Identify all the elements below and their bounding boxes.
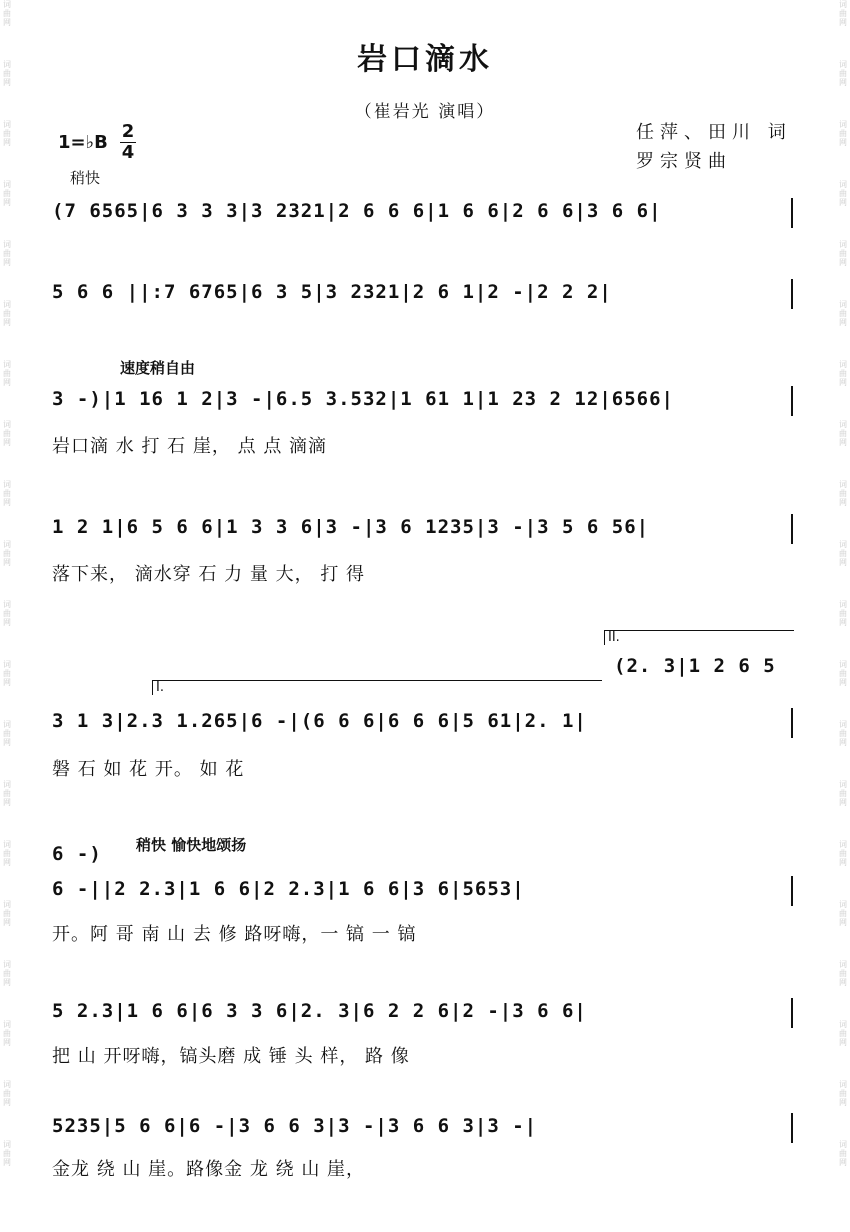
- watermark-tile: 词曲网: [3, 1080, 11, 1107]
- watermark-tile: 词曲网: [3, 0, 11, 27]
- time-signature-bottom: 4: [121, 142, 135, 163]
- notation-row-2: 5 6 6 ||:7 6765|6 3 5|3 2321|2 6 1|2 -|2 2 2|: [52, 281, 612, 303]
- watermark-tile: 词曲网: [3, 240, 11, 267]
- notation-row-4: 1 2 1|6 5 6 6|1 3 3 6|3 -|3 6 1235|3 -|3 5 6 56|: [52, 516, 650, 538]
- notation-row-6: 6 -||2 2.3|1 6 6|2 2.3|1 6 6|3 6|5653|: [52, 878, 525, 900]
- watermark-tile: 词曲网: [3, 720, 11, 747]
- notation-upper-row-5: (2. 3|1 2 6 5: [614, 655, 776, 677]
- time-signature-top: 2: [121, 121, 135, 142]
- watermark-left: [0, 0, 14, 1232]
- tempo-marking: 稍快: [70, 169, 101, 187]
- volta-2-label: II.: [608, 630, 620, 645]
- watermark-tile: 词曲网: [839, 660, 847, 687]
- watermark-tile: 词曲网: [839, 300, 847, 327]
- watermark-tile: 词曲网: [839, 1020, 847, 1047]
- watermark-tile: 词曲网: [839, 720, 847, 747]
- watermark-tile: 词曲网: [3, 300, 11, 327]
- watermark-tile: 词曲网: [3, 120, 11, 147]
- barline: [791, 708, 793, 738]
- watermark-tile: 词曲网: [3, 360, 11, 387]
- volta-1-bracket: [152, 680, 602, 695]
- watermark-tile: 词曲网: [839, 120, 847, 147]
- notation-row-8: 5235|5 6 6|6 -|3 6 6 3|3 -|3 6 6 3|3 -|: [52, 1115, 538, 1137]
- notation-row-5: 3 1 3|2.3 1.265|6 -|(6 6 6|6 6 6|5 61|2. 1|: [52, 710, 587, 732]
- watermark-tile: 词曲网: [3, 660, 11, 687]
- notation-row-1: (7 6565|6 3 3 3|3 2321|2 6 6 6|1 6 6|2 6 6|3 6 6|: [52, 200, 662, 222]
- volta-1-label: I.: [156, 680, 164, 695]
- watermark-tile: 词曲网: [839, 0, 847, 27]
- watermark-tile: 词曲网: [839, 60, 847, 87]
- watermark-tile: 词曲网: [839, 540, 847, 567]
- barline: [791, 876, 793, 906]
- watermark-tile: 词曲网: [3, 840, 11, 867]
- watermark-tile: 词曲网: [3, 960, 11, 987]
- watermark-tile: 词曲网: [839, 480, 847, 507]
- barline: [791, 1113, 793, 1143]
- watermark-tile: 词曲网: [3, 60, 11, 87]
- barline: [791, 998, 793, 1028]
- watermark-tile: 词曲网: [839, 1080, 847, 1107]
- barline: [791, 279, 793, 309]
- watermark-tile: 词曲网: [3, 480, 11, 507]
- watermark-tile: 词曲网: [3, 420, 11, 447]
- watermark-tile: 词曲网: [3, 180, 11, 207]
- watermark-tile: 词曲网: [839, 780, 847, 807]
- notation-upper-row-6: 6 -): [52, 843, 102, 865]
- time-signature: [120, 122, 136, 163]
- watermark-tile: 词曲网: [839, 1140, 847, 1167]
- watermark-tile: 词曲网: [839, 240, 847, 267]
- watermark-tile: 词曲网: [839, 900, 847, 927]
- lyrics-row-8: 金龙 绕 山 崖。路像金 龙 绕 山 崖，: [52, 1159, 366, 1180]
- watermark-tile: 词曲网: [839, 960, 847, 987]
- watermark-tile: 词曲网: [839, 420, 847, 447]
- singer-credit: （崔岩光 演唱）: [354, 102, 496, 122]
- key-signature: 1=♭B: [58, 132, 108, 153]
- rubato-marking: 速度稍自由: [120, 359, 196, 377]
- watermark-tile: 词曲网: [3, 900, 11, 927]
- tempo-change-marking: 稍快 愉快地颂扬: [136, 836, 247, 854]
- barline: [791, 514, 793, 544]
- watermark-tile: 词曲网: [839, 600, 847, 627]
- barline: [791, 198, 793, 228]
- notation-row-7: 5 2.3|1 6 6|6 3 3 6|2. 3|6 2 2 6|2 -|3 6 6|: [52, 1000, 587, 1022]
- lyricist-credit: 任萍、田川 词: [636, 122, 792, 143]
- watermark-tile: 词曲网: [3, 780, 11, 807]
- credits: [636, 118, 792, 176]
- composer-credit: 罗宗贤曲: [636, 151, 732, 172]
- watermark-tile: 词曲网: [839, 180, 847, 207]
- lyrics-row-7: 把 山 开呀嗨，镐头磨 成 锤 头 样， 路 像: [52, 1046, 410, 1067]
- watermark-right: [836, 0, 850, 1232]
- watermark-tile: 词曲网: [3, 600, 11, 627]
- barline: [791, 386, 793, 416]
- watermark-tile: 词曲网: [839, 840, 847, 867]
- song-title: 岩口滴水: [357, 42, 493, 77]
- lyrics-row-5: 磐 石 如 花 开。 如 花: [52, 759, 245, 780]
- watermark-tile: 词曲网: [3, 540, 11, 567]
- notation-row-3: 3 -)|1 16 1 2|3 -|6.5 3.532|1 61 1|1 23 2 12|6566|: [52, 388, 674, 410]
- lyrics-row-3: 岩口滴 水 打 石 崖， 点 点 滴滴: [52, 436, 328, 457]
- volta-2-bracket: [604, 630, 794, 645]
- watermark-tile: 词曲网: [3, 1140, 11, 1167]
- lyrics-row-4: 落下来， 滴水穿 石 力 量 大， 打 得: [52, 564, 366, 585]
- watermark-tile: 词曲网: [3, 1020, 11, 1047]
- lyrics-row-6: 开。阿 哥 南 山 去 修 路呀嗨，一 镐 一 镐: [52, 924, 417, 945]
- watermark-tile: 词曲网: [839, 360, 847, 387]
